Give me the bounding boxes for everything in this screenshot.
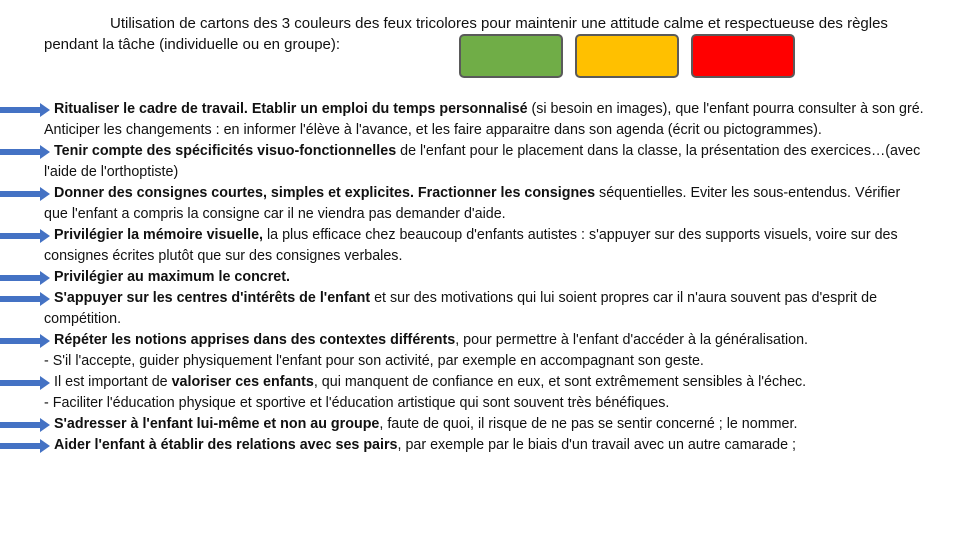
- list-item: [44, 288, 924, 330]
- list-item: [44, 372, 924, 393]
- list-item: [44, 99, 924, 141]
- body-text: et sur des motivations qui lui soient propres car il n'aura souvent pas d'esprit de compétition.: [44, 290, 878, 327]
- bold-text: Privilégier au maximum le concret.: [54, 269, 290, 285]
- recommendations-list: [44, 99, 924, 456]
- body-text: - S'il l'accepte, guider physiquement l'enfant pour son activité, par exemple en accompagnant son geste.: [44, 353, 704, 369]
- body-text: la plus efficace chez beaucoup d'enfants autistes : s'appuyer sur des supports visuels, voire sur des consignes écrites plutôt que sur des consignes verbales.: [44, 227, 898, 264]
- arrow-bullet-icon: [0, 292, 50, 306]
- list-item: [44, 351, 924, 372]
- arrow-bullet-icon: [0, 334, 50, 348]
- arrow-bullet-icon: [0, 187, 50, 201]
- bold-text: Aider l'enfant à établir des relations avec ses pairs: [54, 437, 398, 453]
- list-item: [44, 414, 924, 435]
- body-text: (si besoin en images), que l'enfant pourra consulter à son gré. Anticiper les changements : en informer l'élève à l'avance, et les faire apparaitre dans son agenda (écrit ou pictogrammes).: [44, 101, 924, 138]
- intro-text-part: pour maintenir: [476, 15, 582, 32]
- bold-text: Tenir compte des spécificités visuo-fonctionnelles: [54, 143, 397, 159]
- arrow-bullet-icon: [0, 271, 50, 285]
- body-text: , faute de quoi, il risque de ne pas se sentir concerné ; le nommer.: [379, 416, 798, 432]
- arrow-bullet-icon: [0, 418, 50, 432]
- body-text: de l'enfant pour le placement dans la classe, la présentation des exercices…(avec l'aide de l'orthoptiste): [44, 143, 921, 180]
- bold-text: S'adresser à l'enfant lui-même et non au groupe: [54, 416, 380, 432]
- yellow-card: [575, 34, 679, 78]
- list-item: [44, 267, 924, 288]
- arrow-bullet-icon: [0, 439, 50, 453]
- bold-text: Donner des consignes courtes, simples et explicites. Fractionner les consignes: [54, 185, 596, 201]
- list-item: [44, 393, 924, 414]
- intro-text-part: cartons des 3 couleurs des feux tricolores: [200, 15, 477, 32]
- list-item: [44, 330, 924, 351]
- bold-text: Répéter les notions apprises dans des contextes différents: [54, 332, 456, 348]
- body-text: , pour permettre à l'enfant d'accéder à la généralisation.: [455, 332, 809, 348]
- list-item: [44, 183, 924, 225]
- green-card: [459, 34, 563, 78]
- body-text: Il est important de: [54, 374, 172, 390]
- intro-text-part: pendant la tâche (individuelle ou en groupe):: [44, 36, 341, 53]
- body-text: , par exemple par le biais d'un travail avec un autre camarade ;: [397, 437, 796, 453]
- body-text: - Faciliter l'éducation physique et sportive et l'éducation artistique qui sont souvent très bénéfiques.: [44, 395, 670, 411]
- body-text: , qui manquent de confiance en eux, et sont extrêmement sensibles à l'échec.: [313, 374, 807, 390]
- body-text: séquentielles. Eviter les sous-entendus. Vérifier que l'enfant a compris la consigne car il ne viendra pas demander d'aide.: [44, 185, 901, 222]
- list-item: [44, 225, 924, 267]
- intro-text-part: Utilisation de: [110, 15, 201, 32]
- arrow-bullet-icon: [0, 145, 50, 159]
- bold-text: Privilégier la mémoire visuelle,: [54, 227, 264, 243]
- arrow-bullet-icon: [0, 103, 50, 117]
- bold-text: Ritualiser le cadre de travail. Etablir un emploi du temps personnalisé: [54, 101, 528, 117]
- bold-text: S'appuyer sur les centres d'intérêts de l'enfant: [54, 290, 371, 306]
- red-card: [691, 34, 795, 78]
- list-item: [44, 141, 924, 183]
- arrow-bullet-icon: [0, 376, 50, 390]
- intro-text-part: une attitude calme et respectueuse des règles: [581, 15, 888, 32]
- list-item: [44, 435, 924, 456]
- arrow-bullet-icon: [0, 229, 50, 243]
- bold-text: valoriser ces enfants: [171, 374, 314, 390]
